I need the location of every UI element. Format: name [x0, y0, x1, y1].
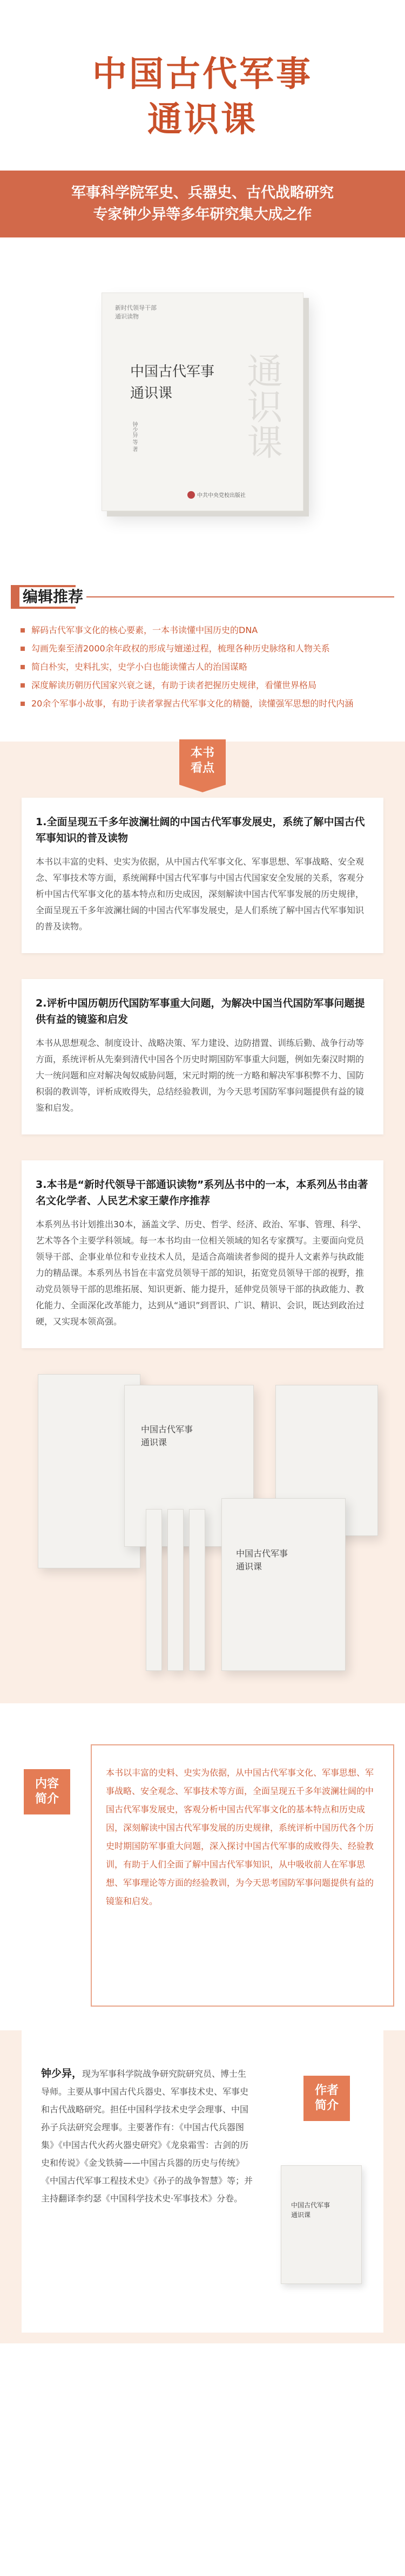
- subtitle-banner: [0, 171, 405, 237]
- intro-text: 本书以丰富的史料、史实为依据，从中国古代军事文化、军事思想、军事战略、安全观念、军事技术等方面，全面呈现五千多年波澜壮阔的中国古代军事发展史，客观分析中国古代军事文化的基本特点和历史成因，深刻解读中国古代军事发展的历史规律，系统评析中国历代各个历史时期国防军事重大问题，深入探讨中国古代军事的成败得失、经验教训，有助于人们全面了解中国古代军事知识，从中吸收前人在军事思想、军事理论等方面的经验教训，为今天思考国防军事问题提供有益的镜鉴和启发。: [106, 1768, 374, 1906]
- recommend-item: 解码古代军事文化的核心要素，一本书读懂中国历史的DNA: [21, 623, 386, 638]
- recommend-item: 简白朴实，史料扎实，史学小白也能读懂古人的治国谋略: [21, 660, 386, 675]
- subtitle-line1: 军事科学院军史、兵器史、古代战略研究: [71, 185, 334, 201]
- page-title-line1: 中国古代军事: [92, 55, 313, 94]
- author-bio: [41, 2065, 255, 2207]
- book-cover-image: [102, 293, 303, 511]
- book-series-label: 新时代领导干部 通识读物: [115, 304, 157, 320]
- author-bio-text: 现为军事科学院战争研究院研究员、博士生导师。主要从事中国古代兵器史、军事技术史、军事史和古代战略研究。担任中国科学技术史学会理事、中国孙子兵法研究会理事。主要著作有：《中国古代兵器图集》《中国古代火药火器史研究》《龙泉霜雪：古剑的历史和传说》《金戈铁骑——中国古兵器的历史与传统》《中国古代军事工程技术史》《孙子的战争智慧》等；并主持翻译李约瑟《中国科学技术史·军事技术》分卷。: [41, 2069, 253, 2204]
- author-section: [0, 2030, 405, 2343]
- book-big-watermark-title: 通识课: [241, 352, 282, 459]
- product-photo: [22, 1374, 383, 1676]
- author-tag: 作者 简介: [303, 2076, 350, 2121]
- author-book-title: 中国古代军事 通识课: [291, 2201, 330, 2219]
- highlight-card-title: 2.评析中国历朝历代国防军事重大问题，为解决中国当代国防军事问题提供有益的镜鉴和启发: [36, 997, 365, 1025]
- recommend-label: 编辑推荐: [19, 587, 86, 607]
- book-cover-section: [0, 271, 405, 552]
- highlight-card-title: 1.全面呈现五千多年波澜壮阔的中国古代军事发展史，系统了解中国古代军事知识的普及读物: [36, 816, 365, 844]
- highlight-card-body: 本书以丰富的史料、史实为依据，从中国古代军事文化、军事思想、军事战略、安全观念、军事技术等方面，系统阐释中国古代军事与中国古代国家安全发展的关系，客观分析中国古代军事文化的基本特点和历史成因，深刻解读中国古代军事发展的历史规律，全面呈现五千多年波澜壮阔的中国古代军事发展史，是人们系统了解中国古代军事知识的普及读物。: [36, 857, 364, 932]
- publisher-logo-icon: [187, 491, 195, 499]
- highlight-card: [22, 979, 383, 1134]
- highlight-card: [22, 1160, 383, 1348]
- photo-book-title: 中国古代军事 通识课: [141, 1424, 193, 1447]
- recommend-divider: [86, 596, 394, 597]
- page-title-line2: 通识课: [147, 100, 258, 140]
- photo-book-front: [221, 1498, 346, 1671]
- book-author: 钟少异 等 著: [131, 422, 137, 452]
- recommend-list: [0, 621, 405, 711]
- book-publisher: 中共中央党校出版社: [197, 493, 246, 499]
- recommend-item: 20余个军事小故事，有助于读者掌握古代军事文化的精髓，读懂强军思想的时代内涵: [21, 696, 386, 711]
- book-title-line1: 中国古代军事: [130, 364, 215, 380]
- intro-tag: 内容 简介: [24, 1769, 70, 1814]
- book-title-line2: 通识课: [130, 385, 173, 402]
- recommend-item: 深度解读历朝历代国家兴衰之谜，有助于读者把握历史规律，看懂世界格局: [21, 678, 386, 693]
- page-title: [0, 0, 405, 142]
- subtitle-line2: 专家钟少异等多年研究集大成之作: [93, 206, 312, 223]
- highlight-card-body: 本书从思想观念、制度设计、战略决策、军力建设、边防措置、训练后勤、战争行动等方面，系统评析从先秦到清代中国各个历史时期国防军事重大问题，例如先秦汉时期的大一统问题和应对解决匈奴威胁问题，宋元时期的统一方略和解决军事积弊不力、国防积弱的教训等，评析成败得失，总结经验教训，为今天思考国防军事问题提供有益的镜鉴和启发。: [36, 1038, 364, 1113]
- photo-book-spine-3: [189, 1509, 205, 1671]
- highlights-tag: 本书 看点: [179, 739, 226, 785]
- photo-book-front-title: 中国古代军事 通识课: [236, 1548, 288, 1572]
- recommend-item: 勾画先秦至清2000余年政权的形成与嬗递过程，梳理各种历史脉络和人物关系: [21, 641, 386, 656]
- highlight-card: [22, 798, 383, 953]
- intro-section: [0, 1731, 405, 2012]
- highlight-card-body: 本系列丛书计划推出30本，涵盖文学、历史、哲学、经济、政治、军事、管理、科学、艺术等各个主要学科领域。每一本书均由一位相关领域的知名专家撰写。主要面向党员领导干部、企事业单位和专业技术人员，是适合高端读者参阅的提升人文素养与执政能力的精品课。本系列丛书旨在丰富党员领导干部的知识，拓宽党员领导干部的视野，推动党员领导干部的思维拓展、知识更新、能力提升，延伸党员领导干部的执政能力、教化能力、全面深化改革能力，达到从“通识”到晋识、广识、精识、会识，既达到政治过硬，又实现本领高强。: [36, 1219, 367, 1327]
- highlights-section: [0, 742, 405, 1703]
- author-card: [22, 2030, 383, 2333]
- recommend-header: [0, 573, 405, 621]
- photo-book-spine-2: [167, 1509, 184, 1671]
- author-name: 钟少异，: [41, 2068, 83, 2079]
- author-book-image: [281, 2165, 362, 2284]
- highlight-card-title: 3.本书是“新时代领导干部通识读物”系列丛书中的一本，本系列丛书由著名文化学者、人民艺术家王蒙作序推荐: [36, 1179, 368, 1207]
- photo-book-spine-1: [146, 1509, 162, 1671]
